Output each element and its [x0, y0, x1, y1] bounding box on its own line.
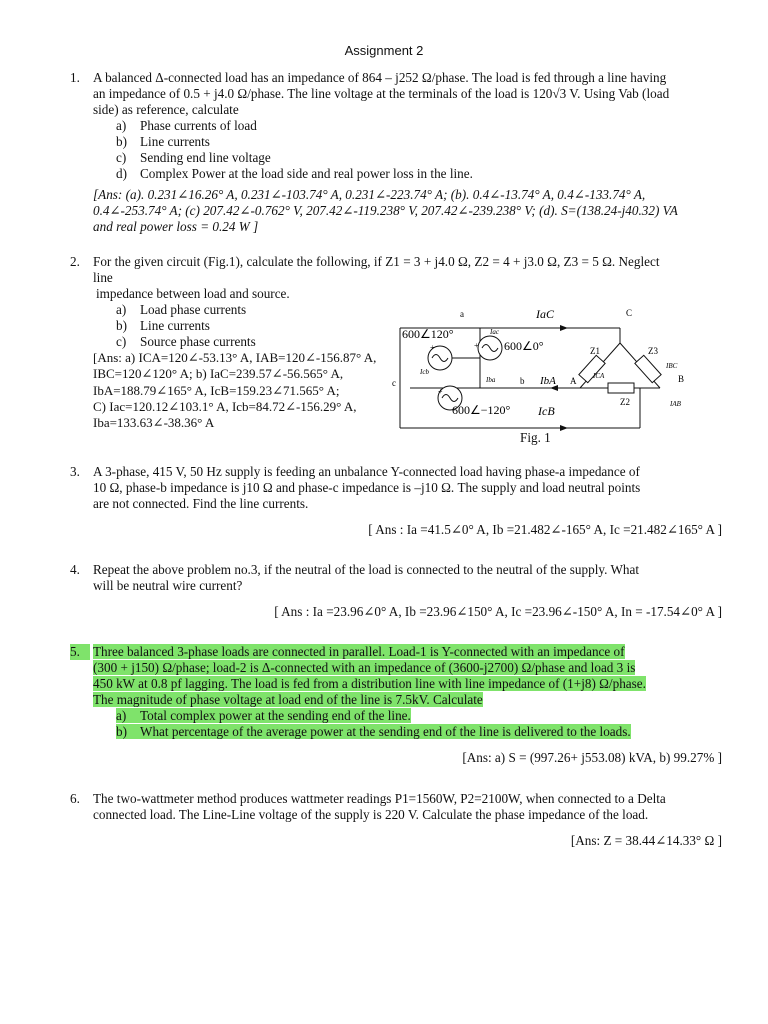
question-text: The two-wattmeter method produces wattmeter readings P1=1560W, P2=2100W, when connected to a Delta: [93, 791, 666, 806]
question-text: The magnitude of phase voltage at load end of the line is 7.5kV. Calculate: [93, 692, 483, 707]
answer-line: IBC=120∠120° A; b) IaC=239.57∠-56.565° A,: [93, 366, 344, 382]
label: B: [678, 374, 685, 384]
answer-block: [93, 350, 393, 431]
impedance-z2: [608, 383, 634, 393]
question-text: A balanced Δ-connected load has an impedance of 864 – j252 Ω/phase. The load is fed through a line having: [93, 70, 667, 85]
question-number: 6.: [70, 791, 80, 806]
label: A: [570, 376, 577, 386]
label: +: [438, 387, 443, 396]
label: 600∠120°: [402, 327, 454, 341]
impedance-z3: [635, 355, 661, 382]
sub-question: b) Line currents: [116, 318, 210, 333]
label: Z3: [648, 346, 658, 356]
label: c: [392, 378, 396, 388]
question-text: (300 + j150) Ω/phase; load-2 is Δ-connected with an impedance of (3600-j2700) Ω/phase and load 3 is: [93, 660, 636, 675]
circuit-diagram: [390, 298, 720, 450]
question-1: [70, 70, 722, 235]
sub-question: d) Complex Power at the load side and real power loss in the line.: [116, 166, 473, 181]
label: IbA: [540, 375, 556, 387]
question-text: an impedance of 0.5 + j4.0 Ω/phase. The line voltage at the terminals of the load is 120√3 V. Using Vab (load: [93, 86, 670, 101]
label: IaC: [536, 307, 554, 321]
page-title: Assignment 2: [344, 43, 424, 58]
label: IAB: [670, 400, 681, 408]
answer-line: [ Ans : Ia =23.96∠0° A, Ib =23.96∠150° A, Ic =23.96∠-150° A, In = -17.54∠0° A ]: [274, 604, 722, 619]
answer-line: and real power loss = 0.24 W ]: [93, 219, 259, 234]
question-number: 3.: [70, 464, 80, 479]
figure-caption: Fig. 1: [520, 430, 551, 445]
label: IcB: [538, 404, 555, 418]
label: Z2: [620, 397, 630, 407]
label: b: [520, 376, 525, 386]
label: Z1: [590, 346, 600, 356]
question-3: [70, 464, 722, 538]
label: +: [430, 343, 435, 352]
sub-question: a) Phase currents of load: [116, 118, 257, 133]
question-text: Three balanced 3-phase loads are connected in parallel. Load-1 is Y-connected with an impedance of: [93, 644, 625, 659]
answer-line: [Ans: a) ICA=120∠-53.13° A, IAB=120∠-156.87° A,: [93, 350, 377, 365]
label: Iac: [490, 328, 499, 336]
sub-question-list: [116, 708, 722, 740]
answer-block: [93, 187, 722, 235]
label: Icb: [420, 368, 429, 376]
answer-line: 0.4∠-253.74° A; (c) 207.42∠-0.762° V, 207.42∠-119.238° V, 207.42∠-239.238° V; (d). S=(138.24-j40.32) VA: [93, 203, 678, 218]
question-number: 5.: [70, 644, 90, 660]
question-5: [70, 644, 722, 766]
sub-question: b) What percentage of the average power at the sending end of the line is delivered to the loads.: [116, 724, 631, 739]
sub-question: a) Load phase currents: [116, 302, 247, 317]
question-text: line: [93, 270, 113, 285]
question-text: will be neutral wire current?: [93, 578, 243, 593]
label: ICA: [593, 372, 605, 380]
label: Iba: [486, 376, 496, 384]
question-text: side) as reference, calculate: [93, 102, 239, 117]
answer-line: IbA=188.79∠165° A, IcB=159.23∠71.565° A;: [93, 382, 340, 398]
sub-question: b) Line currents: [116, 134, 210, 149]
question-text: 450 kW at 0.8 pf lagging. The load is fed from a distribution line with line impedance of (1+j8) Ω/phase.: [93, 676, 646, 691]
question-number: 1.: [70, 70, 80, 85]
question-text: impedance between load and source.: [96, 286, 290, 301]
question-text: connected load. The Line-Line voltage of the supply is 220 V. Calculate the phase impedance of the load.: [93, 807, 649, 822]
label: C: [626, 308, 633, 318]
label: a: [460, 309, 464, 319]
sub-question: c) Source phase currents: [116, 334, 256, 349]
question-text: For the given circuit (Fig.1), calculate the following, if Z1 = 3 + j4.0 Ω, Z2 = 4 + j3.0 Ω, Z3 = 5 Ω. Neglect: [93, 254, 660, 269]
answer-line: [Ans: a) S = (997.26+ j553.08) kVA, b) 99.27% ]: [462, 750, 722, 765]
question-text: Repeat the above problem no.3, if the neutral of the load is connected to the neutral of the supply. What: [93, 562, 640, 577]
question-text: A 3-phase, 415 V, 50 Hz supply is feeding an unbalance Y-connected load having phase-a impedance of: [93, 464, 640, 479]
sub-question-list: [116, 118, 722, 182]
question-text: are not connected. Find the line currents.: [93, 496, 309, 511]
question-6: [70, 791, 722, 849]
answer-line: [Ans: Z = 38.44∠14.33° Ω ]: [570, 833, 722, 848]
sub-question: a) Total complex power at the sending end of the line.: [116, 708, 411, 723]
label: +: [474, 341, 479, 350]
label: 600∠−120°: [452, 403, 511, 417]
label: 600∠0°: [504, 339, 544, 353]
question-4: [70, 562, 722, 620]
answer-line: Iba=133.63∠-38.36° A: [93, 415, 215, 431]
answer-line: [Ans: (a). 0.231∠16.26° A, 0.231∠-103.74° A, 0.231∠-223.74° A; (b). 0.4∠-13.74° A, 0.4∠-133.74° A,: [93, 187, 646, 202]
answer-line: C) Iac=120.12∠103.1° A, Icb=84.72∠-156.29° A,: [93, 398, 357, 414]
circuit-figure: [390, 298, 720, 450]
sub-question: c) Sending end line voltage: [116, 150, 271, 165]
question-number: 4.: [70, 562, 80, 577]
answer-line: [ Ans : Ia =41.5∠0° A, Ib =21.482∠-165° A, Ic =21.482∠165° A ]: [368, 522, 722, 537]
question-text: 10 Ω, phase-b impedance is j10 Ω and phase-c impedance is –j10 Ω. The supply and load neutral points: [93, 480, 641, 495]
label: IBC: [666, 362, 678, 370]
question-number: 2.: [70, 254, 80, 269]
